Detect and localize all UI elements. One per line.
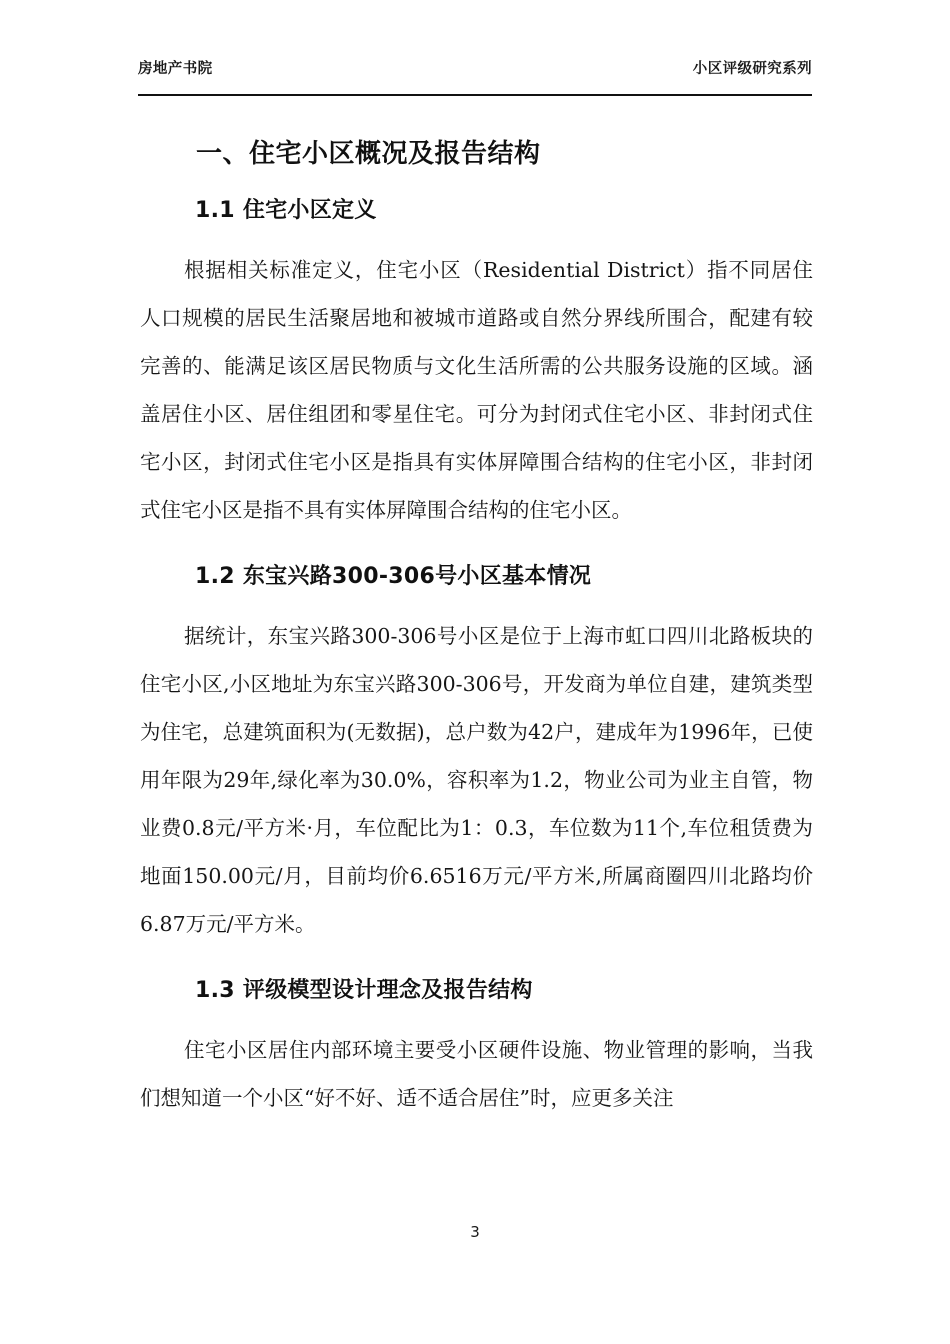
spacer — [140, 1012, 813, 1026]
page-header — [138, 62, 812, 96]
spacer — [140, 948, 813, 970]
subsection-paragraph-1-1: 根据相关标准定义，住宅小区（Residential District）指不同居住人口规模的居民生活聚居地和被城市道路或自然分界线所围合，配建有较完善的、能满足该区居民物质与文化生活所需的公共服务设施的区域。涵盖居住小区、居住组团和零星住宅。可分为封闭式住宅小区、非封闭式住宅小区，封闭式住宅小区是指具有实体屏障围合结构的住宅小区，非封闭式住宅小区是指不具有实体屏障围合结构的住宅小区。 — [140, 258, 813, 522]
subsection-paragraph-1-3: 住宅小区居住内部环境主要受小区硬件设施、物业管理的影响，当我们想知道一个小区“好不好、适不适合居住”时，应更多关注 — [140, 1038, 813, 1110]
spacer — [140, 598, 813, 612]
subsection-heading-1-3: 1.3 评级模型设计理念及报告结构 — [195, 978, 533, 1003]
spacer — [140, 176, 813, 190]
page-number: 3 — [470, 1223, 480, 1241]
page-footer — [0, 1222, 950, 1241]
spacer — [140, 232, 813, 246]
spacer — [140, 534, 813, 556]
subsection-heading-1-1: 1.1 住宅小区定义 — [195, 198, 377, 223]
header-left-label: 房地产书院 — [138, 61, 213, 77]
document-body — [140, 132, 813, 1122]
subsection-paragraph-1-2: 据统计，东宝兴路300-306号小区是位于上海市虹口四川北路板块的住宅小区,小区地址为东宝兴路300-306号，开发商为单位自建，建筑类型为住宅，总建筑面积为(无数据)，总户数为42户，建成年为1996年，已使用年限为29年,绿化率为30.0%，容积率为1.2，物业公司为业主自管，物业费0.8元/平方米·月，车位配比为1：0.3，车位数为11个,车位租赁费为地面150.00元/月，目前均价6.6516万元/平方米,所属商圈四川北路均价6.87万元/平方米。 — [140, 624, 813, 936]
header-right-label: 小区评级研究系列 — [692, 61, 812, 77]
page-title: 一、住宅小区概况及报告结构 — [196, 139, 541, 169]
subsection-heading-1-2: 1.2 东宝兴路300-306号小区基本情况 — [195, 564, 592, 589]
